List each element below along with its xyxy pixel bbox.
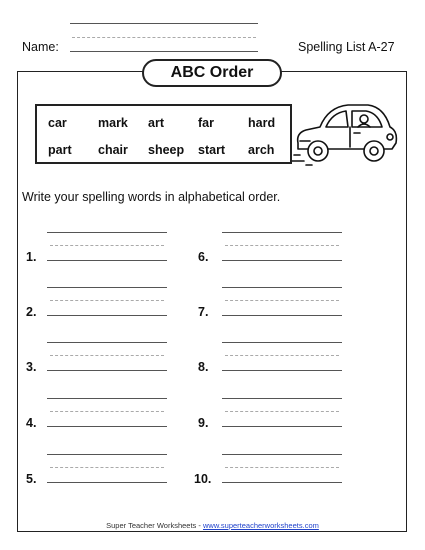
- word-bank-word: part: [48, 143, 72, 157]
- answer-number: 4.: [26, 416, 37, 430]
- answer-line-6[interactable]: [222, 260, 342, 261]
- answer-line-3[interactable]: [47, 370, 167, 371]
- answer-guide-line: [50, 300, 164, 301]
- answer-line-5[interactable]: [47, 482, 167, 483]
- answer-guide-line: [50, 467, 164, 468]
- word-bank-word: arch: [248, 143, 275, 157]
- answer-top-line: [222, 342, 342, 343]
- worksheet-title: [142, 59, 282, 87]
- answer-guide-line: [50, 355, 164, 356]
- answer-number: 1.: [26, 250, 37, 264]
- word-bank-word: car: [48, 116, 67, 130]
- answer-line-9[interactable]: [222, 426, 342, 427]
- answer-top-line: [47, 398, 167, 399]
- answer-number: 2.: [26, 305, 37, 319]
- answer-number: 7.: [198, 305, 209, 319]
- instruction-text: Write your spelling words in alphabetical order.: [22, 190, 281, 204]
- spelling-list-label: Spelling List A-27: [298, 40, 395, 54]
- answer-guide-line: [50, 245, 164, 246]
- word-bank-word: far: [198, 116, 214, 130]
- answer-line-4[interactable]: [47, 426, 167, 427]
- name-label: Name:: [22, 40, 59, 54]
- word-bank-word: chair: [98, 143, 128, 157]
- answer-top-line: [222, 454, 342, 455]
- answer-number: 8.: [198, 360, 209, 374]
- worksheet-title-text: ABC Order: [170, 64, 254, 81]
- answer-guide-line: [225, 300, 339, 301]
- word-bank-word: sheep: [148, 143, 185, 157]
- name-guide-line: [72, 37, 256, 38]
- answer-top-line: [222, 398, 342, 399]
- word-bank-word: start: [198, 143, 226, 157]
- answer-line-7[interactable]: [222, 315, 342, 316]
- answer-top-line: [47, 287, 167, 288]
- answer-guide-line: [225, 411, 339, 412]
- answer-line-8[interactable]: [222, 370, 342, 371]
- answer-top-line: [222, 287, 342, 288]
- answer-line-1[interactable]: [47, 260, 167, 261]
- footer: [0, 521, 425, 530]
- answer-guide-line: [225, 245, 339, 246]
- name-field[interactable]: [70, 51, 258, 52]
- answer-line-10[interactable]: [222, 482, 342, 483]
- answer-number: 3.: [26, 360, 37, 374]
- answer-guide-line: [225, 467, 339, 468]
- name-top-line: [70, 23, 258, 24]
- footer-text: Super Teacher Worksheets -: [106, 521, 203, 530]
- name-header: [0, 0, 425, 60]
- answer-number: 10.: [194, 472, 212, 486]
- answer-top-line: [47, 232, 167, 233]
- answer-guide-line: [225, 355, 339, 356]
- car-icon: [292, 97, 402, 169]
- answer-top-line: [47, 454, 167, 455]
- answer-top-line: [47, 342, 167, 343]
- answer-number: 5.: [26, 472, 37, 486]
- answer-top-line: [222, 232, 342, 233]
- answer-line-2[interactable]: [47, 315, 167, 316]
- footer-link[interactable]: www.superteacherworksheets.com: [202, 521, 319, 530]
- answer-number: 6.: [198, 250, 209, 264]
- word-bank-word: hard: [248, 116, 276, 130]
- answer-number: 9.: [198, 416, 209, 430]
- word-bank-word: mark: [98, 116, 128, 130]
- word-bank-word: art: [148, 116, 164, 130]
- answer-guide-line: [50, 411, 164, 412]
